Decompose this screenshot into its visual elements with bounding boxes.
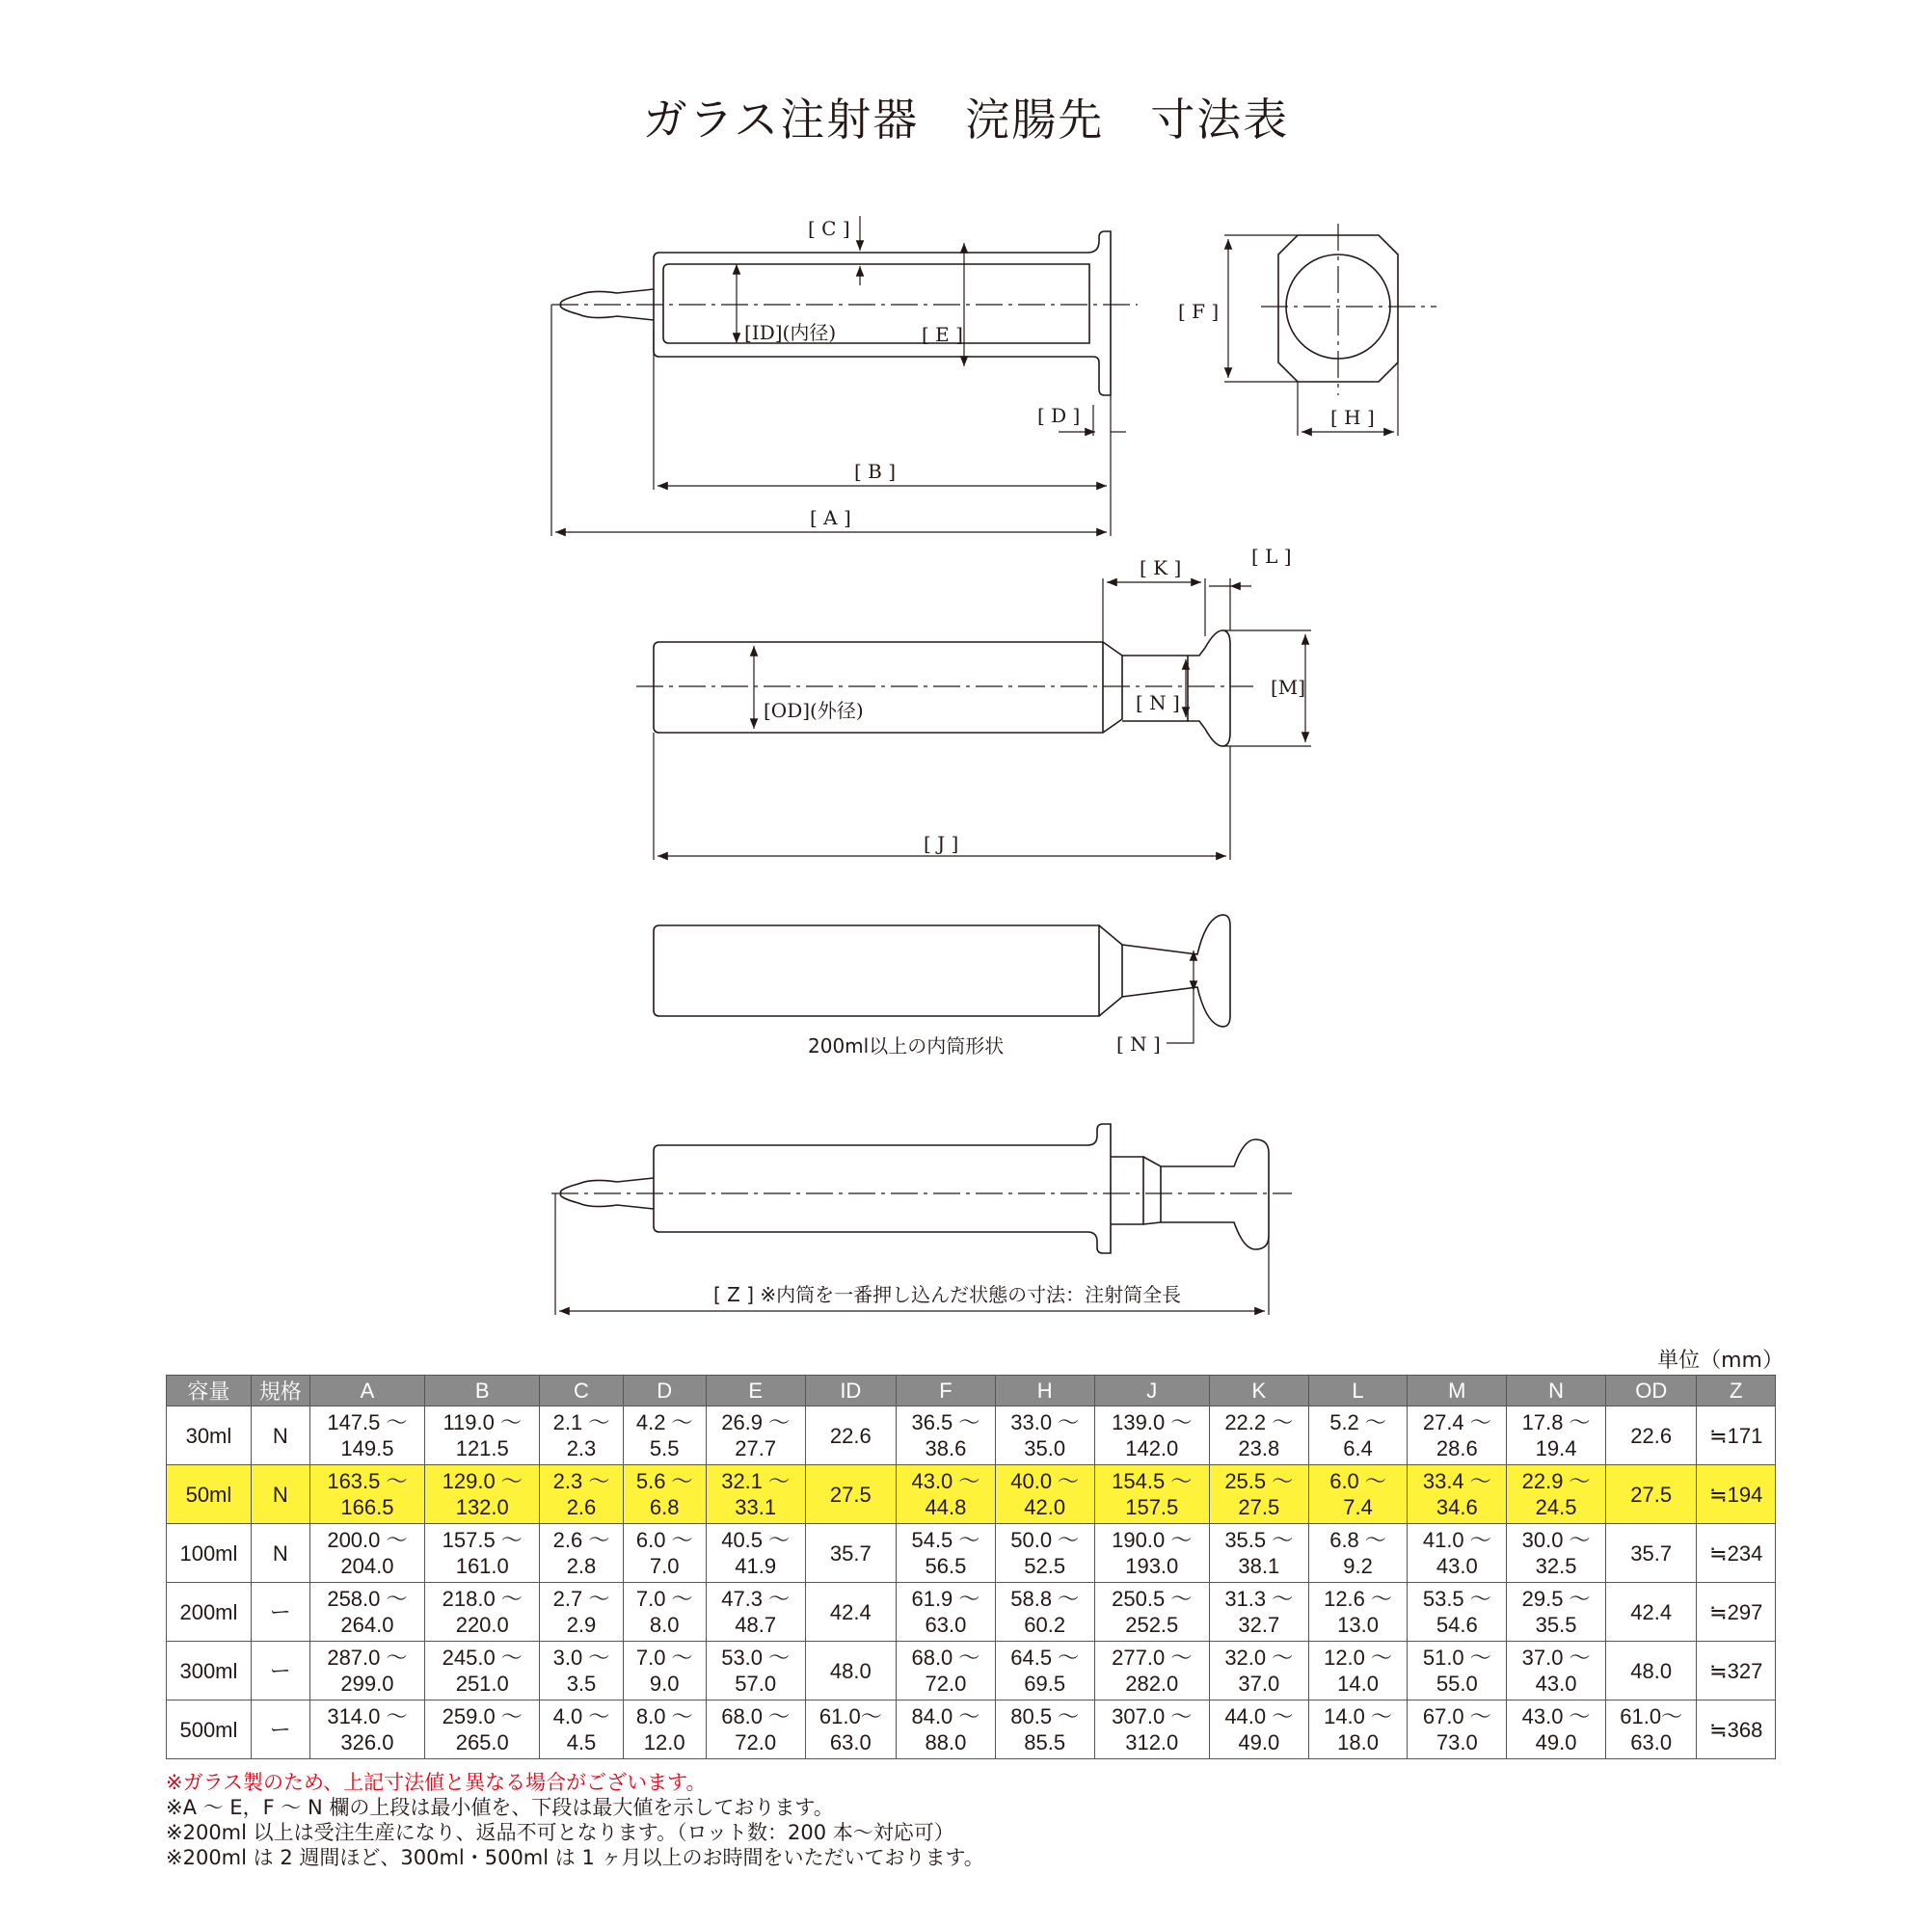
- table-cell: 157.5 ～ 161.0: [425, 1524, 540, 1583]
- table-header-cell: 容量: [167, 1376, 252, 1406]
- table-header-cell: H: [995, 1376, 1094, 1406]
- table-cell: 25.5 ～ 27.5: [1209, 1465, 1308, 1524]
- table-cell: 6.0 ～ 7.0: [623, 1524, 706, 1583]
- table-cell: 41.0 ～ 43.0: [1408, 1524, 1507, 1583]
- table-header-cell: A: [309, 1376, 424, 1406]
- table-cell: 119.0 ～ 121.5: [425, 1406, 540, 1465]
- label-a: [ A ]: [810, 506, 851, 529]
- assembled-view: [560, 1124, 1269, 1253]
- table-cell: 42.4: [805, 1583, 897, 1642]
- table-cell: 245.0 ～ 251.0: [425, 1642, 540, 1700]
- table-cell: 2.1 ～ 2.3: [540, 1406, 623, 1465]
- table-cell: 29.5 ～ 35.5: [1507, 1583, 1606, 1642]
- table-cell: 42.4: [1605, 1583, 1697, 1642]
- table-cell: 22.6: [805, 1406, 897, 1465]
- plunger-200ml-view: [654, 915, 1230, 1043]
- table-header-cell: OD: [1605, 1376, 1697, 1406]
- barrel-side-view: [560, 231, 1111, 395]
- table-cell: 139.0 ～ 142.0: [1094, 1406, 1209, 1465]
- table-row: [167, 1524, 1776, 1583]
- table-cell: 36.5 ～ 38.6: [897, 1406, 996, 1465]
- label-d: [ D ]: [1037, 404, 1081, 427]
- table-cell: 26.9 ～ 27.7: [706, 1406, 805, 1465]
- label-j: [ J ]: [924, 832, 959, 855]
- table-header-cell: Z: [1697, 1376, 1776, 1406]
- table-header-cell: F: [897, 1376, 996, 1406]
- table-cell: ≒297: [1697, 1583, 1776, 1642]
- table-cell: 258.0 ～ 264.0: [309, 1583, 424, 1642]
- table-header-cell: B: [425, 1376, 540, 1406]
- table-cell: 100ml: [167, 1524, 252, 1583]
- table-cell: 22.6: [1605, 1406, 1697, 1465]
- table-cell: 40.0 ～ 42.0: [995, 1465, 1094, 1524]
- label-m: [M]: [1271, 676, 1306, 699]
- table-cell: 500ml: [167, 1700, 252, 1759]
- table-cell: 200.0 ～ 204.0: [309, 1524, 424, 1583]
- table-header-cell: K: [1209, 1376, 1308, 1406]
- table-cell: 22.2 ～ 23.8: [1209, 1406, 1308, 1465]
- table-row: [167, 1700, 1776, 1759]
- table-header-cell: J: [1094, 1376, 1209, 1406]
- table-cell: 14.0 ～ 18.0: [1308, 1700, 1408, 1759]
- table-cell: 7.0 ～ 9.0: [623, 1642, 706, 1700]
- unit-label: 単位（mm）: [1657, 1349, 1784, 1373]
- table-cell: ≒368: [1697, 1700, 1776, 1759]
- table-cell: 154.5 ～ 157.5: [1094, 1465, 1209, 1524]
- table-cell: 33.0 ～ 35.0: [995, 1406, 1094, 1465]
- table-cell: 40.5 ～ 41.9: [706, 1524, 805, 1583]
- table-cell: 35.7: [1605, 1524, 1697, 1583]
- table-cell: N: [251, 1406, 309, 1465]
- table-header-cell: C: [540, 1376, 623, 1406]
- table-row: [167, 1583, 1776, 1642]
- dimension-table: [166, 1375, 1776, 1759]
- table-cell: 12.6 ～ 13.0: [1308, 1583, 1408, 1642]
- table-cell: 6.8 ～ 9.2: [1308, 1524, 1408, 1583]
- table-cell: 7.0 ～ 8.0: [623, 1583, 706, 1642]
- table-cell: 259.0 ～ 265.0: [425, 1700, 540, 1759]
- table-cell: 22.9 ～ 24.5: [1507, 1465, 1606, 1524]
- label-k: [ K ]: [1140, 556, 1182, 579]
- table-cell: 314.0 ～ 326.0: [309, 1700, 424, 1759]
- plunger-side-view: [654, 630, 1230, 746]
- table-cell: 163.5 ～ 166.5: [309, 1465, 424, 1524]
- table-cell: 68.0 ～ 72.0: [897, 1642, 996, 1700]
- barrel-end-view: [1261, 224, 1436, 395]
- table-cell: 50.0 ～ 52.5: [995, 1524, 1094, 1583]
- table-cell: N: [251, 1524, 309, 1583]
- table-cell: 53.5 ～ 54.6: [1408, 1583, 1507, 1642]
- label-od: [OD](外径): [764, 699, 864, 722]
- table-cell: 35.5 ～ 38.1: [1209, 1524, 1308, 1583]
- table-cell: 287.0 ～ 299.0: [309, 1642, 424, 1700]
- table-cell: 53.0 ～ 57.0: [706, 1642, 805, 1700]
- table-cell: 6.0 ～ 7.4: [1308, 1465, 1408, 1524]
- table-cell: 218.0 ～ 220.0: [425, 1583, 540, 1642]
- table-header-cell: N: [1507, 1376, 1606, 1406]
- note-2: ※200ml 以上は受注生産になり、返品不可となります。（ロット数：200 本～対応可）: [166, 1821, 954, 1844]
- label-h: [ H ]: [1330, 406, 1375, 429]
- table-cell: 64.5 ～ 69.5: [995, 1642, 1094, 1700]
- table-cell: 61.9 ～ 63.0: [897, 1583, 996, 1642]
- table-cell: 5.6 ～ 6.8: [623, 1465, 706, 1524]
- table-cell: ー: [251, 1700, 309, 1759]
- table-cell: 27.5: [1605, 1465, 1697, 1524]
- table-header-cell: E: [706, 1376, 805, 1406]
- table-header-cell: D: [623, 1376, 706, 1406]
- table-cell: 37.0 ～ 43.0: [1507, 1642, 1606, 1700]
- table-cell: 44.0 ～ 49.0: [1209, 1700, 1308, 1759]
- table-cell: 2.3 ～ 2.6: [540, 1465, 623, 1524]
- table-cell: 250.5 ～ 252.5: [1094, 1583, 1209, 1642]
- table-cell: 50ml: [167, 1465, 252, 1524]
- table-cell: 51.0 ～ 55.0: [1408, 1642, 1507, 1700]
- table-header-cell: ID: [805, 1376, 897, 1406]
- table-cell: 300ml: [167, 1642, 252, 1700]
- note-1: ※A ～ E，F ～ N 欄の上段は最小値を、下段は最大値を示しております。: [166, 1796, 834, 1819]
- table-cell: ≒194: [1697, 1465, 1776, 1524]
- label-n-200ml: [ N ]: [1116, 1032, 1161, 1056]
- table-header-row: [167, 1376, 1776, 1406]
- table-header-cell: M: [1408, 1376, 1507, 1406]
- table-cell: 5.2 ～ 6.4: [1308, 1406, 1408, 1465]
- table-cell: N: [251, 1465, 309, 1524]
- label-e: [ E ]: [922, 323, 963, 346]
- table-cell: 35.7: [805, 1524, 897, 1583]
- table-cell: 67.0 ～ 73.0: [1408, 1700, 1507, 1759]
- label-b: [ B ]: [854, 460, 897, 483]
- table-row: [167, 1406, 1776, 1465]
- table-cell: 61.0～ 63.0: [1605, 1700, 1697, 1759]
- table-cell: ≒171: [1697, 1406, 1776, 1465]
- label-l: [ L ]: [1251, 545, 1292, 568]
- table-cell: 8.0 ～ 12.0: [623, 1700, 706, 1759]
- table-cell: ≒234: [1697, 1524, 1776, 1583]
- label-z: [ Z ] ※内筒を一番押し込んだ状態の寸法：注射筒全長: [713, 1283, 1182, 1306]
- table-cell: 200ml: [167, 1583, 252, 1642]
- table-cell: 307.0 ～ 312.0: [1094, 1700, 1209, 1759]
- table-cell: 47.3 ～ 48.7: [706, 1583, 805, 1642]
- table-cell: 2.6 ～ 2.8: [540, 1524, 623, 1583]
- table-header-cell: 規格: [251, 1376, 309, 1406]
- caption-200ml: 200ml以上の内筒形状: [808, 1034, 1005, 1058]
- label-c: [ C ]: [808, 217, 850, 240]
- table-cell: 48.0: [805, 1642, 897, 1700]
- page-title: ガラス注射器 浣腸先 寸法表: [642, 94, 1290, 146]
- table-cell: 17.8 ～ 19.4: [1507, 1406, 1606, 1465]
- label-f: [ F ]: [1178, 300, 1220, 323]
- table-cell: 58.8 ～ 60.2: [995, 1583, 1094, 1642]
- table-cell: 27.4 ～ 28.6: [1408, 1406, 1507, 1465]
- table-cell: 48.0: [1605, 1642, 1697, 1700]
- table-cell: 33.4 ～ 34.6: [1408, 1465, 1507, 1524]
- table-cell: 54.5 ～ 56.5: [897, 1524, 996, 1583]
- table-cell: 80.5 ～ 85.5: [995, 1700, 1094, 1759]
- table-cell: 2.7 ～ 2.9: [540, 1583, 623, 1642]
- plunger-dimensions: [654, 578, 1311, 860]
- table-cell: ー: [251, 1583, 309, 1642]
- table-cell: 4.0 ～ 4.5: [540, 1700, 623, 1759]
- table-cell: 68.0 ～ 72.0: [706, 1700, 805, 1759]
- table-cell: 4.2 ～ 5.5: [623, 1406, 706, 1465]
- table-cell: 43.0 ～ 44.8: [897, 1465, 996, 1524]
- table-cell: 147.5 ～ 149.5: [309, 1406, 424, 1465]
- note-warning: ※ガラス製のため、上記寸法値と異なる場合がございます。: [166, 1771, 707, 1794]
- table-cell: 190.0 ～ 193.0: [1094, 1524, 1209, 1583]
- table-row: [167, 1465, 1776, 1524]
- table-cell: 3.0 ～ 3.5: [540, 1642, 623, 1700]
- label-id: [ID](内径): [744, 321, 837, 344]
- note-3: ※200ml は 2 週間ほど、300ml・500ml は 1 ヶ月以上のお時間をいただいております。: [166, 1846, 984, 1869]
- table-cell: 30ml: [167, 1406, 252, 1465]
- table-cell: ー: [251, 1642, 309, 1700]
- table-cell: 12.0 ～ 14.0: [1308, 1642, 1408, 1700]
- notes: [166, 1770, 984, 1870]
- table-header-cell: L: [1308, 1376, 1408, 1406]
- table-row: [167, 1642, 1776, 1700]
- table-cell: 43.0 ～ 49.0: [1507, 1700, 1606, 1759]
- table-cell: 31.3 ～ 32.7: [1209, 1583, 1308, 1642]
- table-cell: 30.0 ～ 32.5: [1507, 1524, 1606, 1583]
- table-cell: 32.0 ～ 37.0: [1209, 1642, 1308, 1700]
- table-cell: 61.0～ 63.0: [805, 1700, 897, 1759]
- table-cell: 84.0 ～ 88.0: [897, 1700, 996, 1759]
- label-n: [ N ]: [1136, 691, 1180, 714]
- table-cell: ≒327: [1697, 1642, 1776, 1700]
- table-cell: 32.1 ～ 33.1: [706, 1465, 805, 1524]
- table-cell: 129.0 ～ 132.0: [425, 1465, 540, 1524]
- table-cell: 277.0 ～ 282.0: [1094, 1642, 1209, 1700]
- table-cell: 27.5: [805, 1465, 897, 1524]
